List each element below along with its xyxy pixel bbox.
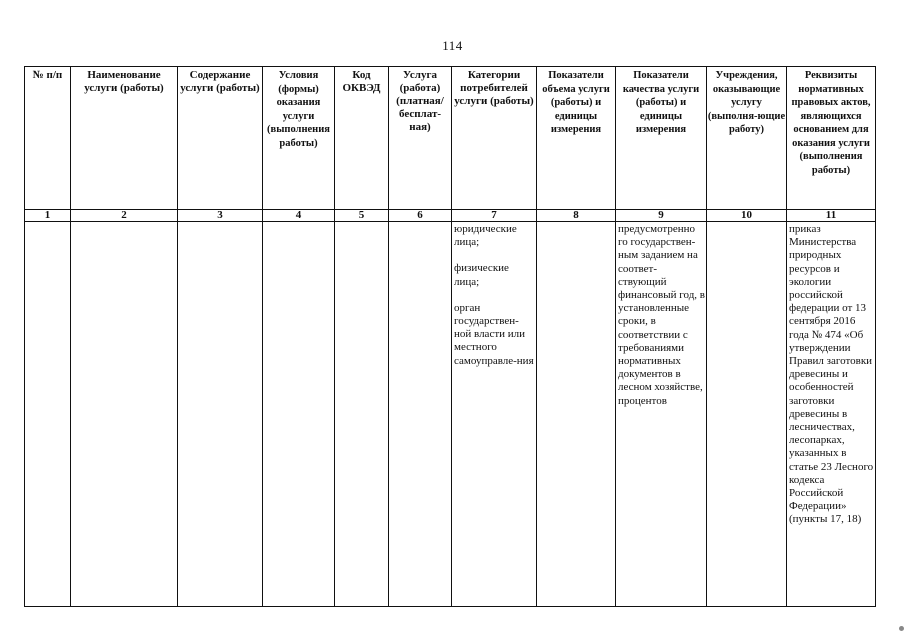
cell-service-name (71, 222, 178, 607)
header-legal-basis: Реквизиты нормативных правовых актов, являющихся основанием для оказания услуги (выполнения работы) (787, 67, 876, 210)
header-paid-free: Услуга (работа) (платная/ бесплат-ная) (389, 67, 452, 210)
header-service-content: Содержание услуги (работы) (178, 67, 263, 210)
column-number: 3 (178, 210, 263, 222)
column-number: 1 (25, 210, 71, 222)
cell-consumer-categories (452, 222, 537, 607)
header-row (25, 67, 876, 210)
services-table (24, 66, 876, 607)
column-number: 2 (71, 210, 178, 222)
consumer-category-individuals: физические лица; (454, 262, 509, 288)
cell-quality-indicators (616, 222, 707, 607)
header-quality-indicators: Показатели качества услуги (работы) и единицы измерения (616, 67, 707, 210)
cell-number (25, 222, 71, 607)
header-number: № п/п (25, 67, 71, 210)
table-row (25, 222, 876, 607)
column-number-row (25, 210, 876, 222)
column-number: 11 (787, 210, 876, 222)
cell-conditions (263, 222, 335, 607)
cell-okved-code (335, 222, 389, 607)
page-number: 114 (442, 38, 463, 53)
column-number: 10 (707, 210, 787, 222)
scan-artifact-dot (899, 626, 904, 631)
quality-indicators-text: предусмотренно го государствен-ным заданием на соответ-ствующий финансовый год, в установленные сроки, в соответствии с требованиями нормативных документов в лесном хозяйстве, процентов (618, 223, 705, 407)
consumer-category-authorities: орган государствен-ной власти или местного самоуправле-ния (454, 301, 534, 367)
column-number: 5 (335, 210, 389, 222)
header-okved-code: Код ОКВЭД (335, 67, 389, 210)
column-number: 7 (452, 210, 537, 222)
header-conditions: Условия (формы) оказания услуги (выполнения работы) (263, 67, 335, 210)
cell-legal-basis (787, 222, 876, 607)
header-institutions: Учреждения, оказывающие услугу (выполня-ющие работу) (707, 67, 787, 210)
column-number: 4 (263, 210, 335, 222)
column-number: 6 (389, 210, 452, 222)
header-service-name: Наименование услуги (работы) (71, 67, 178, 210)
column-number: 8 (537, 210, 616, 222)
column-number: 9 (616, 210, 707, 222)
header-volume-indicators: Показатели объема услуги (работы) и единицы измерения (537, 67, 616, 210)
cell-volume-indicators (537, 222, 616, 607)
cell-institutions (707, 222, 787, 607)
legal-basis-text: приказ Министерства природных ресурсов и экологии российской федерации от 13 сентября 2016 года № 474 «Об утверждении Правил заготовки древесины и особенностей заготовки древесины в лесничествах, лесопарках, указанных в статье 23 Лесного кодекса Российской Федерации» (пункты 17, 18) (789, 223, 874, 526)
cell-service-content (178, 222, 263, 607)
header-consumer-categories: Категории потребителей услуги (работы) (452, 67, 537, 210)
consumer-category-legal-entities: юридические лица; (454, 223, 517, 249)
cell-paid-free (389, 222, 452, 607)
